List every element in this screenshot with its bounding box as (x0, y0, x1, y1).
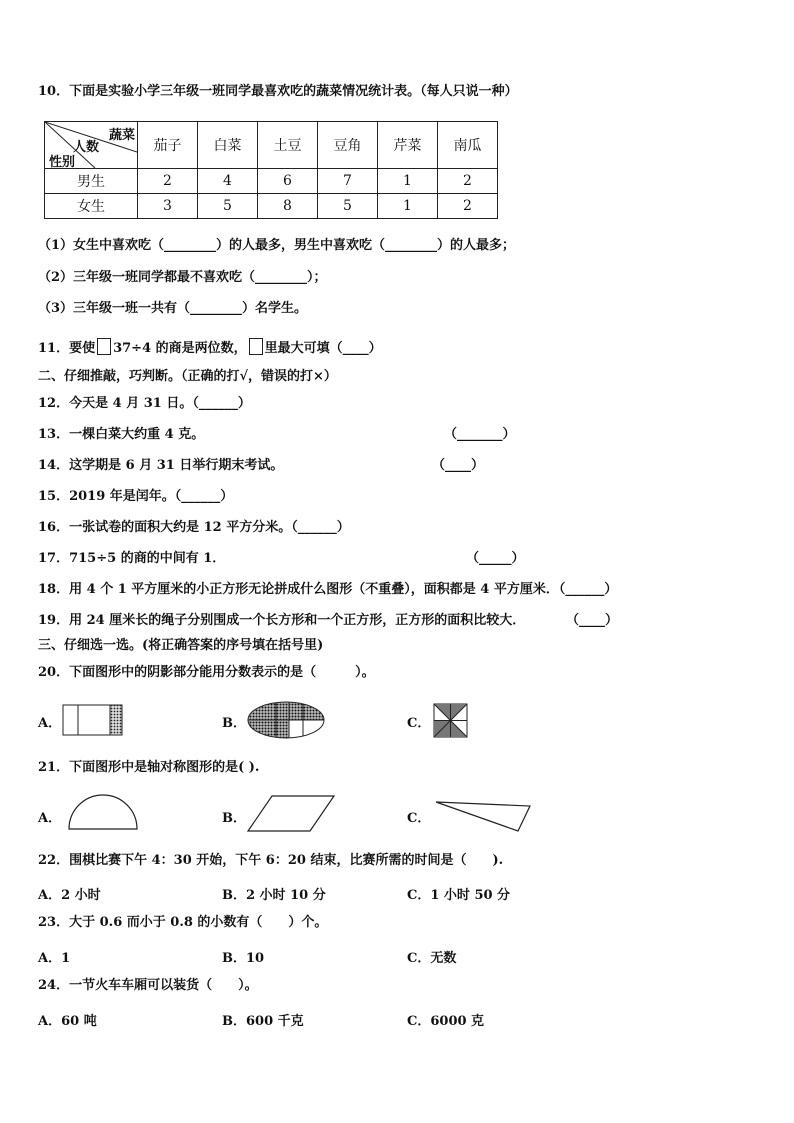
column-header: 豆角 (318, 122, 378, 169)
q20-figure-b (246, 700, 326, 740)
q23-option-b[interactable]: B．10 (222, 951, 265, 966)
q11-line (38, 338, 382, 357)
corner-label-gender: 性别 (49, 155, 76, 170)
table-cell: 2 (438, 169, 498, 194)
column-header: 白菜 (198, 122, 258, 169)
q10-sub1: （1）女生中喜欢吃（________）的人最多，男生中喜欢吃（________）的人最多； (38, 238, 516, 253)
column-header: 南瓜 (438, 122, 498, 169)
q13-blank[interactable]: （_______） (444, 427, 516, 442)
table-cell: 2 (438, 194, 498, 219)
q20-option-a-label[interactable]: A． (38, 716, 62, 731)
q11-box-2[interactable] (249, 338, 263, 355)
q17-blank[interactable]: （_____） (466, 551, 525, 566)
q11-text-a: 11．要使 (38, 341, 96, 356)
q11-box-1[interactable] (97, 338, 111, 355)
q22-option-a[interactable]: A．2 小时 (38, 888, 101, 903)
q10-sub3: （3）三年级一班一共有（________）名学生。 (38, 301, 308, 316)
section-3-heading: 三、仔细选一选。(将正确答案的序号填在括号里) (38, 638, 324, 653)
section-2-heading: 二、仔细推敲，巧判断。（正确的打√，错误的打×） (38, 369, 337, 384)
table-corner-cell (45, 122, 138, 169)
triangle-shape (434, 798, 534, 834)
q21-text: 21．下面图形中是轴对称图形的是( ). (38, 760, 260, 775)
table-cell: 8 (258, 194, 318, 219)
q24-option-b[interactable]: B．600 千克 (222, 1014, 304, 1029)
q12: 12．今天是 4 月 31 日。（______） (38, 396, 251, 411)
q14: 14．这学期是 6 月 31 日举行期末考试。 (38, 458, 284, 473)
q20-figure-c (433, 703, 469, 739)
table-cell: 6 (258, 169, 318, 194)
q20-option-b-label[interactable]: B． (222, 716, 246, 731)
vegetable-table (44, 121, 498, 219)
column-header: 茄子 (138, 122, 198, 169)
parallelogram-shape (246, 794, 338, 834)
table-cell: 4 (198, 169, 258, 194)
q24-option-a[interactable]: A．60 吨 (38, 1014, 97, 1029)
q21-option-c-label[interactable]: C． (407, 811, 431, 826)
table-cell: 5 (198, 194, 258, 219)
table-cell: 2 (138, 169, 198, 194)
q22-option-b[interactable]: B．2 小时 10 分 (222, 888, 326, 903)
q24-option-c[interactable]: C．6000 克 (407, 1014, 485, 1029)
table-row (45, 194, 498, 219)
row-label: 女生 (45, 194, 138, 219)
table-cell: 7 (318, 169, 378, 194)
q22-text: 22．围棋比赛下午 4：30 开始，下午 6：20 结束，比赛所需的时间是（ ). (38, 853, 504, 868)
column-header: 土豆 (258, 122, 318, 169)
q11-text-c: 里最大可填（____） (264, 341, 382, 356)
q23-text: 23．大于 0.6 而小于 0.8 的小数有（ ）个。 (38, 915, 328, 930)
table-cell: 1 (378, 169, 438, 194)
q24-text: 24．一节火车车厢可以装货（ ）。 (38, 978, 258, 993)
q22-option-c[interactable]: C．1 小时 50 分 (407, 888, 511, 903)
q17: 17．715÷5 的商的中间有 1． (38, 551, 226, 566)
q20-text: 20．下面图形中的阴影部分能用分数表示的是（ ）。 (38, 665, 375, 680)
q16: 16．一张试卷的面积大约是 12 平方分米。（______） (38, 520, 350, 535)
q23-option-c[interactable]: C．无数 (407, 951, 457, 966)
table-cell: 5 (318, 194, 378, 219)
table-cell: 3 (138, 194, 198, 219)
q20-figure-a (62, 704, 124, 736)
column-header: 芹菜 (378, 122, 438, 169)
q13: 13．一棵白菜大约重 4 克。 (38, 427, 205, 442)
row-label: 男生 (45, 169, 138, 194)
table-row (45, 169, 498, 194)
q11-text-b: 37÷4 的商是两位数， (113, 341, 247, 356)
corner-label-vegetable: 蔬菜 (108, 128, 135, 143)
corner-label-count: 人数 (73, 140, 100, 155)
q21-option-a-label[interactable]: A． (38, 811, 62, 826)
q23-option-a[interactable]: A．1 (38, 951, 71, 966)
q20-option-c-label[interactable]: C． (407, 716, 431, 731)
q14-blank[interactable]: （____） (432, 458, 485, 473)
q15: 15．2019 年是闰年。（______） (38, 489, 234, 504)
q19-blank[interactable]: （____） (566, 613, 619, 628)
q10-sub2: （2）三年级一班同学都最不喜欢吃（________）； (38, 270, 327, 285)
semicircle-shape (66, 792, 140, 832)
q10-title: 10．下面是实验小学三年级一班同学最喜欢吃的蔬菜情况统计表。（每人只说一种） (38, 84, 518, 99)
table-cell: 1 (378, 194, 438, 219)
q18: 18．用 4 个 1 平方厘米的小正方形无论拼成什么图形（不重叠），面积都是 4 平方厘米．（______） (38, 582, 618, 597)
q21-option-b-label[interactable]: B． (222, 811, 246, 826)
q19: 19．用 24 厘米长的绳子分别围成一个长方形和一个正方形，正方形的面积比较大． (38, 613, 526, 628)
